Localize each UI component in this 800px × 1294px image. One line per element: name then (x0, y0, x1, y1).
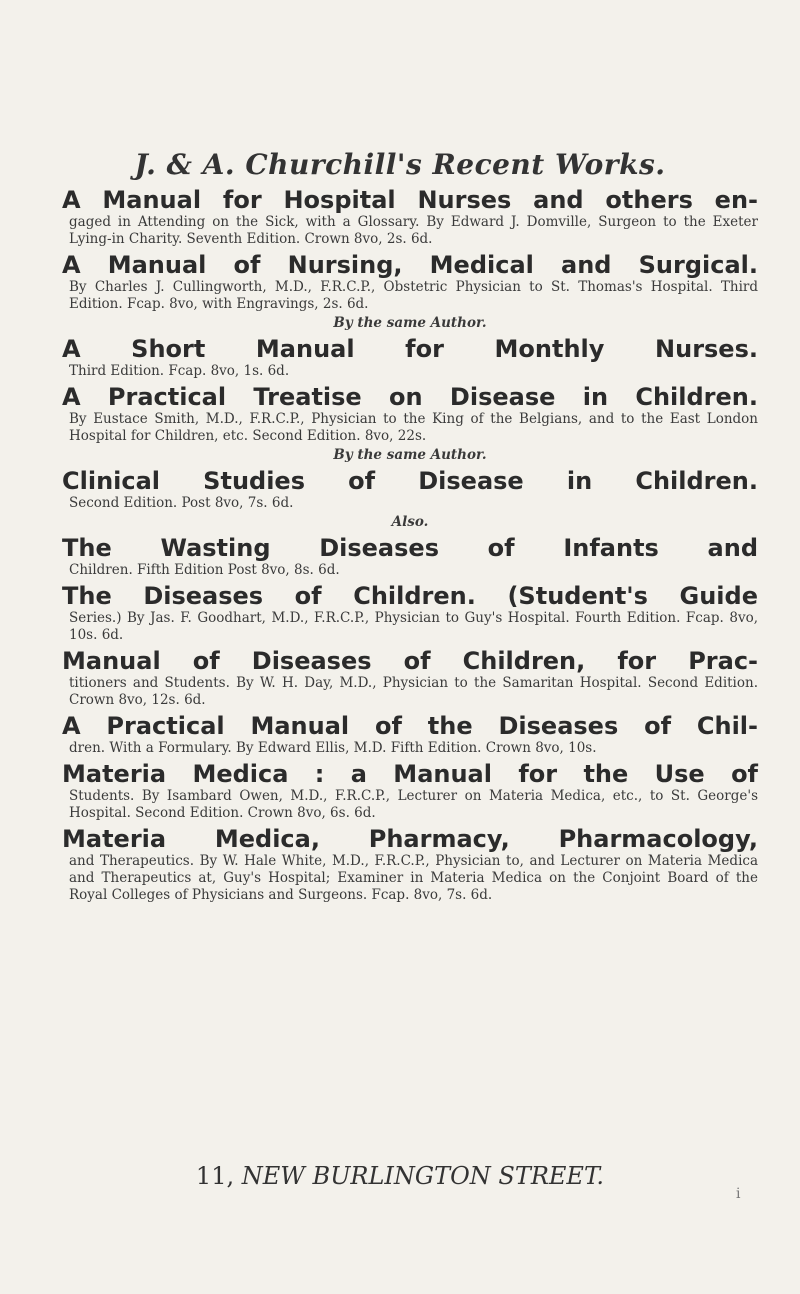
book-description: Students. By Isambard Owen, M.D., F.R.C.P., Lecturer on Materia Medica, etc., to St. George's Hospital. Second Edition. Crown 8vo, 6s. 6d. (69, 788, 758, 821)
page-header: J. & A. Churchill's Recent Works. (134, 148, 666, 181)
book-entry (62, 336, 758, 380)
publisher-address (0, 1162, 800, 1190)
book-description: gaged in Attending on the Sick, with a Glossary. By Edward J. Domville, Surgeon to the Exeter Lying-in Charity. Seventh Edition. Crown 8vo, 2s. 6d. (69, 214, 758, 247)
byline: Also. (391, 514, 429, 530)
book-entry (62, 187, 758, 248)
book-title: Manual of Diseases of Children, for Prac- (62, 647, 758, 675)
book-description: Third Edition. Fcap. 8vo, 1s. 6d. (69, 363, 290, 379)
book-title: Materia Medica : a Manual for the Use of (62, 760, 758, 788)
book-description: Series.) By Jas. F. Goodhart, M.D., F.R.C.P., Physician to Guy's Hospital. Fourth Edition. Fcap. 8vo, 10s. 6d. (69, 610, 758, 643)
book-title: The Wasting Diseases of Infants and (62, 534, 758, 562)
book-title: The Diseases of Children. (Student's Guide (62, 582, 758, 610)
book-entry (62, 713, 758, 757)
byline: By the same Author. (333, 447, 487, 463)
book-description: dren. With a Formulary. By Edward Ellis, M.D. Fifth Edition. Crown 8vo, 10s. (69, 740, 597, 756)
book-description: titioners and Students. By W. H. Day, M.D., Physician to the Samaritan Hospital. Second Edition. Crown 8vo, 12s. 6d. (69, 675, 758, 708)
book-entry (62, 252, 758, 332)
book-description: Second Edition. Post 8vo, 7s. 6d. (69, 495, 294, 511)
byline: By the same Author. (333, 315, 487, 331)
book-entry (62, 583, 758, 644)
book-description: By Charles J. Cullingworth, M.D., F.R.C.P., Obstetric Physician to St. Thomas's Hospital. Third Edition. Fcap. 8vo, with Engravings, 2s. 6d. (69, 279, 758, 312)
book-title: A Manual for Hospital Nurses and others en- (62, 186, 758, 214)
book-title: A Short Manual for Monthly Nurses. (62, 335, 758, 363)
book-title: A Practical Treatise on Disease in Children. (62, 383, 758, 411)
book-title: Clinical Studies of Disease in Children. (62, 467, 758, 495)
book-title: A Manual of Nursing, Medical and Surgical. (62, 251, 758, 279)
book-description: and Therapeutics. By W. Hale White, M.D., F.R.C.P., Physician to, and Lecturer on Materia Medica and Therapeutics at, Guy's Hospital; Examiner in Materia Medica on the Conjoint Board of the Royal Colleges of Physicians and Surgeons. Fcap. 8vo, 7s. 6d. (69, 853, 758, 903)
book-title: Materia Medica, Pharmacy, Pharmacology, (62, 825, 758, 853)
signature-mark: i (736, 1186, 741, 1202)
street-number: 11, (195, 1162, 235, 1190)
book-entry (62, 535, 758, 579)
book-entry (62, 761, 758, 822)
book-entry (62, 468, 758, 531)
street-name: NEW BURLINGTON STREET. (241, 1162, 605, 1190)
book-entry (62, 384, 758, 464)
book-description: Children. Fifth Edition Post 8vo, 8s. 6d. (69, 562, 340, 578)
book-entry (62, 648, 758, 709)
book-title: A Practical Manual of the Diseases of Chil- (62, 712, 758, 740)
book-description: By Eustace Smith, M.D., F.R.C.P., Physician to the King of the Belgians, and to the East London Hospital for Children, etc. Second Edition. 8vo, 22s. (69, 411, 758, 444)
book-entry (62, 826, 758, 904)
book-list (62, 187, 758, 908)
